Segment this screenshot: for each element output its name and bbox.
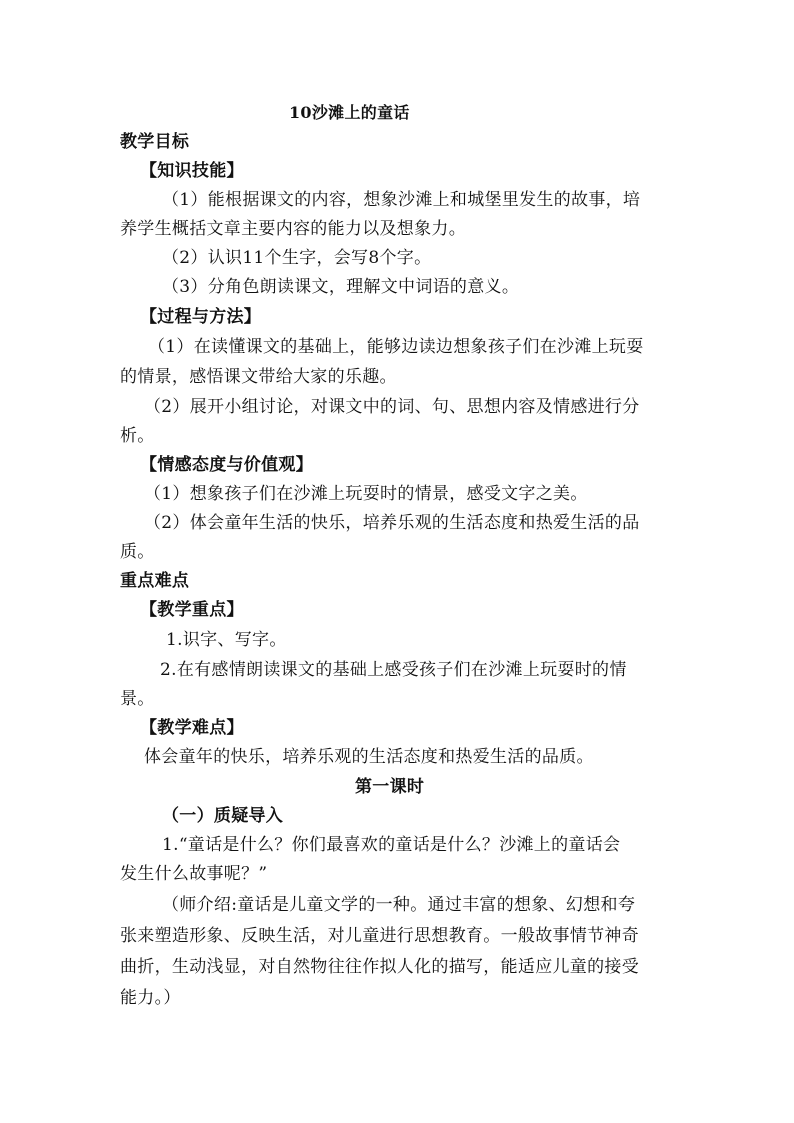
paragraph-line: （2）体会童年生活的快乐，培养乐观的生活态度和热爱生活的品 [144, 513, 640, 533]
subheading-emotion: 【情感态度与价值观】 [140, 455, 313, 475]
paragraph-line: 析。 [120, 426, 155, 446]
paragraph-line: 质。 [120, 542, 155, 562]
lesson-heading: 第一课时 [355, 777, 425, 797]
paragraph-line: （师介绍:童话是儿童文学的一种。通过丰富的想象、幻想和夸 [162, 895, 636, 915]
paragraph-line: 景。 [120, 689, 155, 709]
paragraph-line: （3）分角色朗读课文，理解文中词语的意义。 [162, 277, 520, 297]
paragraph-line: 张来塑造形象、反映生活，对儿童进行思想教育。一般故事情节神奇 [120, 926, 639, 946]
subheading-process: 【过程与方法】 [140, 307, 262, 327]
subheading-section1: （一）质疑导入 [162, 806, 284, 826]
paragraph-line: 发生什么故事呢？” [120, 864, 268, 884]
paragraph-line: 1.“童话是什么？你们最喜欢的童话是什么？沙滩上的童话会 [162, 835, 621, 855]
paragraph-line: 1.识字、写字。 [166, 630, 287, 650]
paragraph-line: （2）认识11个生字，会写8个字。 [162, 248, 432, 268]
paragraph-line: （1）在读懂课文的基础上，能够边读边想象孩子们在沙滩上玩耍 [148, 337, 644, 357]
section-heading-key-points: 重点难点 [120, 571, 190, 591]
subheading-focus: 【教学重点】 [140, 600, 244, 620]
paragraph-line: 2.在有感情朗读课文的基础上感受孩子们在沙滩上玩耍时的情 [160, 660, 627, 680]
paragraph-line: （2）展开小组讨论，对课文中的词、句、思想内容及情感进行分 [144, 397, 640, 417]
paragraph-line: 的情景，感悟课文带给大家的乐趣。 [120, 367, 397, 387]
section-heading-objectives: 教学目标 [120, 132, 190, 152]
subheading-knowledge: 【知识技能】 [140, 161, 244, 181]
subheading-difficulty: 【教学难点】 [140, 718, 244, 738]
paragraph-line: （1）想象孩子们在沙滩上玩耍时的情景，感受文字之美。 [144, 484, 588, 504]
paragraph-line: 养学生概括文章主要内容的能力以及想象力。 [120, 219, 466, 239]
paragraph-line: 体会童年的快乐，培养乐观的生活态度和热爱生活的品质。 [144, 747, 594, 767]
paragraph-line: 能力。） [120, 988, 181, 1008]
paragraph-line: （1）能根据课文的内容，想象沙滩上和城堡里发生的故事，培 [162, 190, 641, 210]
page-title: 10沙滩上的童话 [289, 103, 410, 122]
paragraph-line: 曲折，生动浅显，对自然物往往作拟人化的描写，能适应儿童的接受 [120, 957, 639, 977]
